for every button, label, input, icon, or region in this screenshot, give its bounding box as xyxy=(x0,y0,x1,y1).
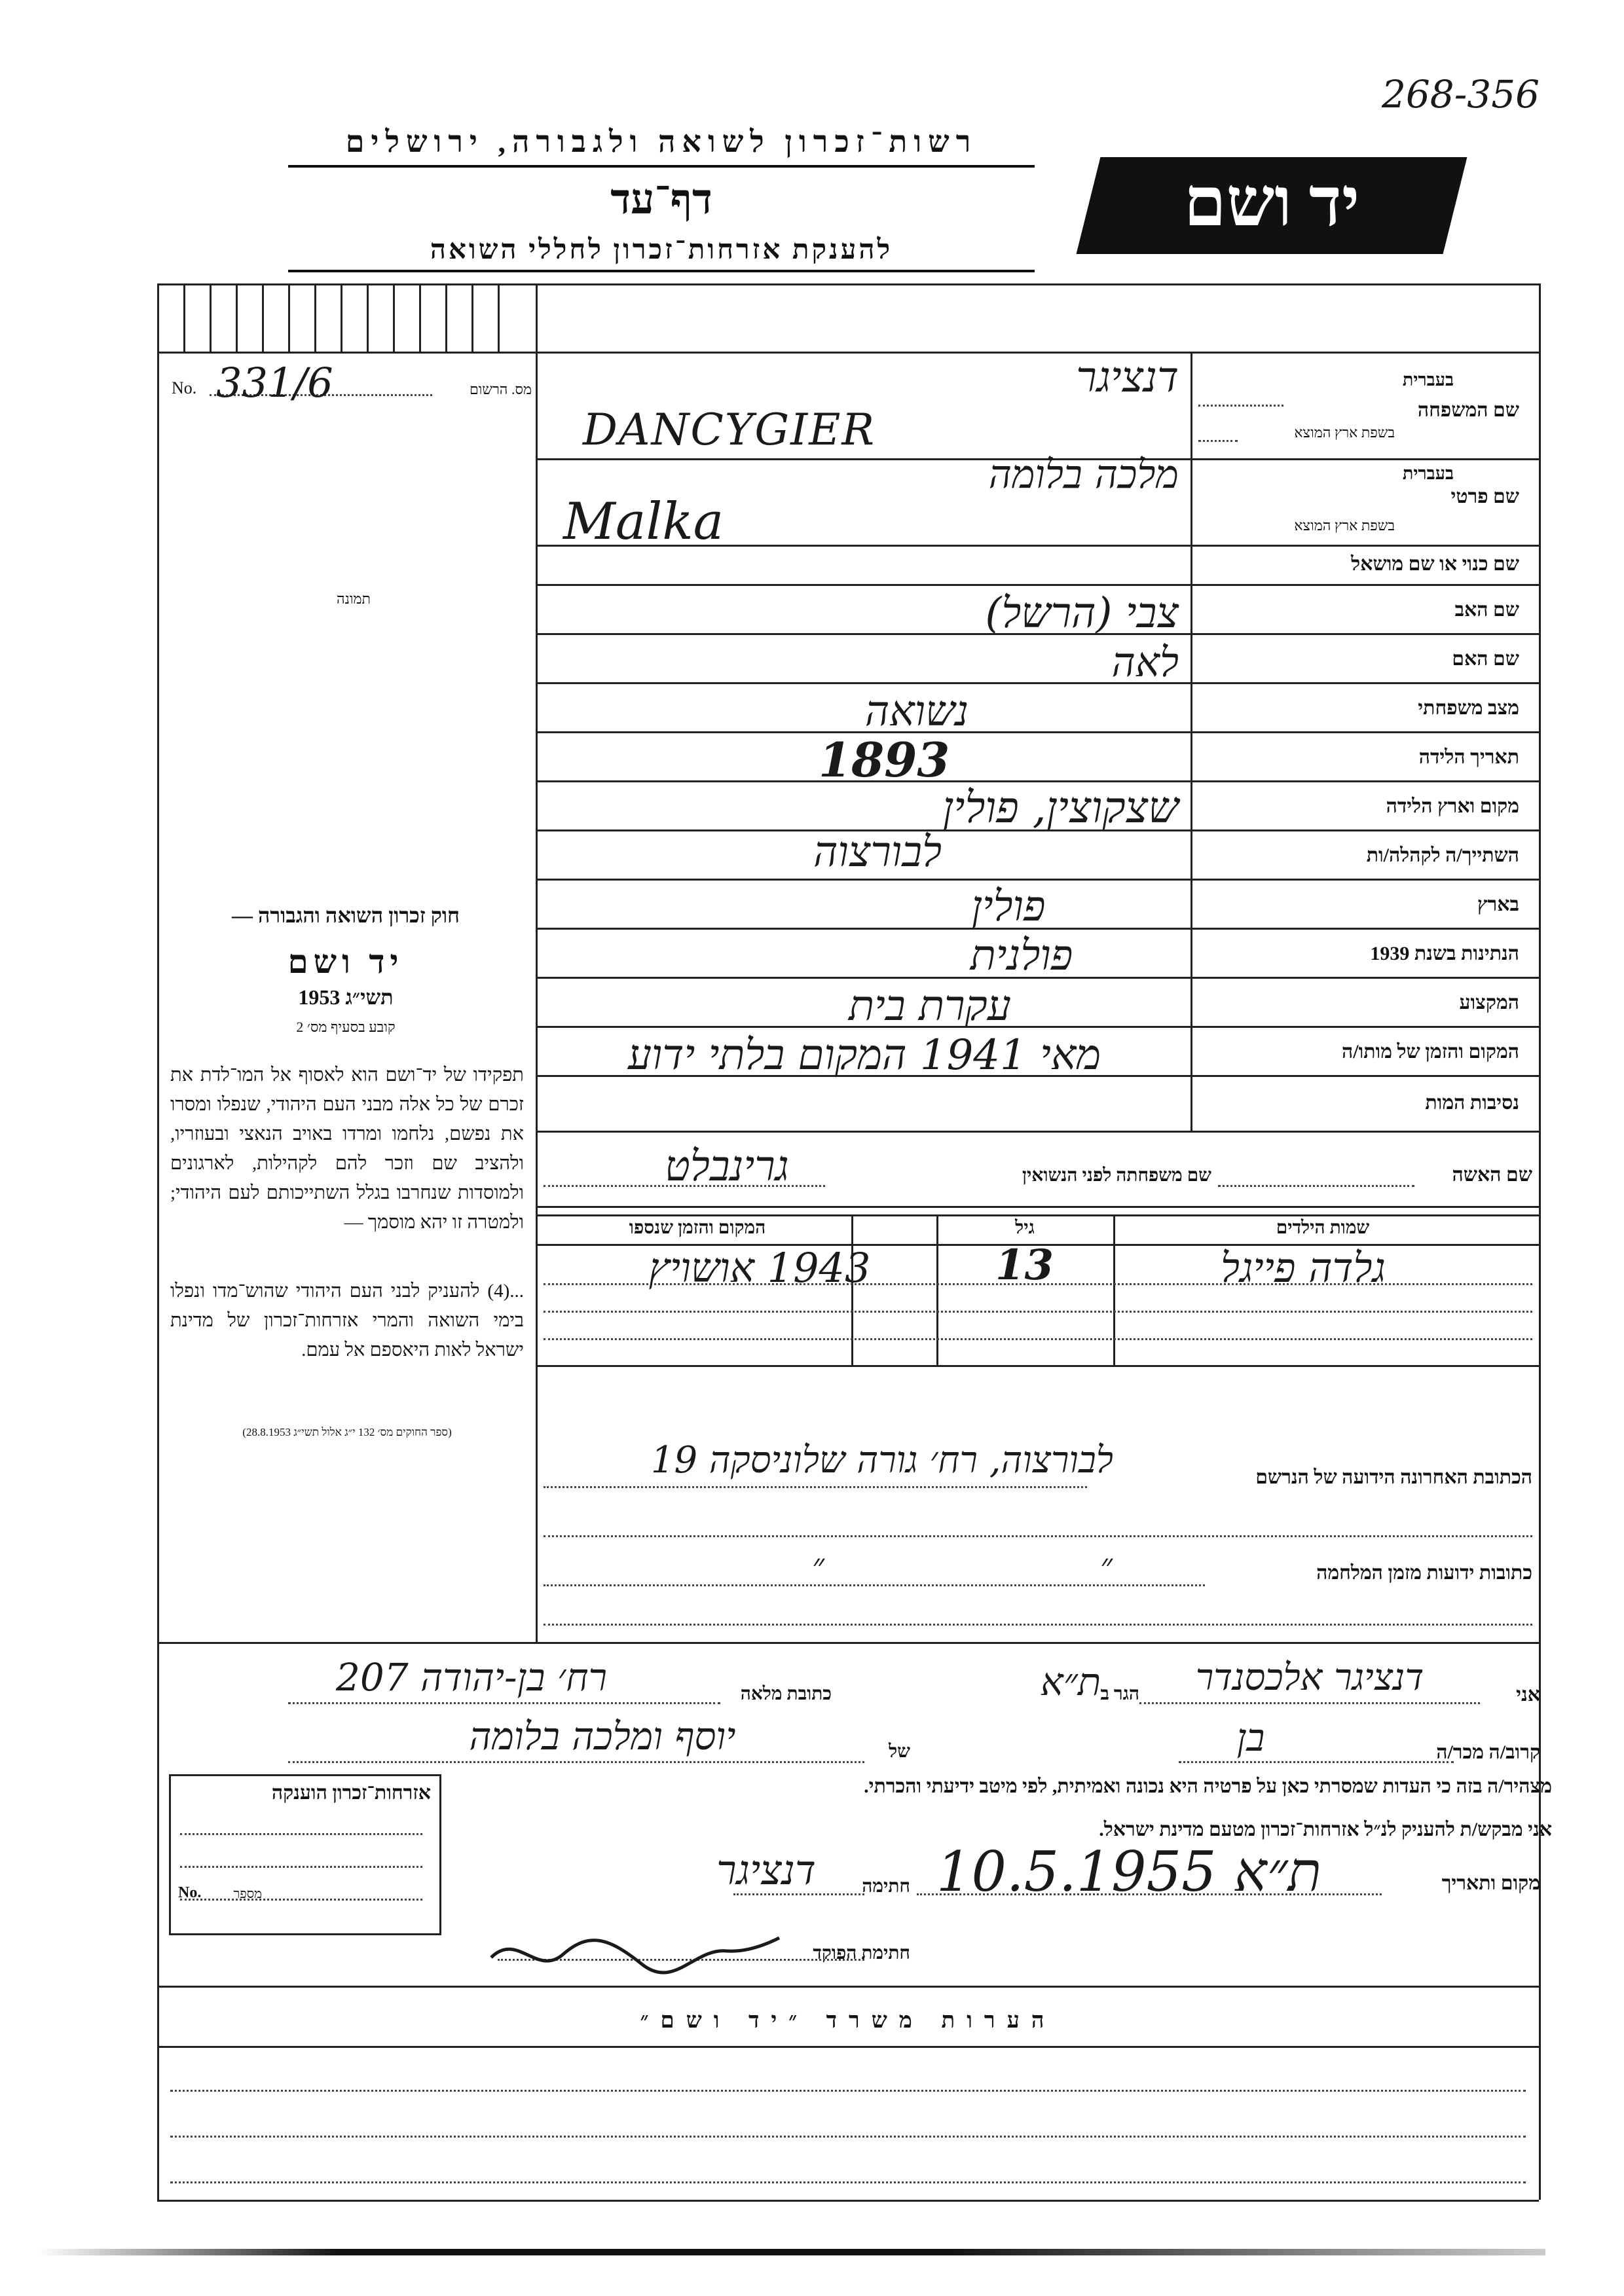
mother-label: שם האם xyxy=(1452,648,1519,670)
death-cause-label: נסיבות המות xyxy=(1425,1092,1519,1114)
scan-edge xyxy=(39,2249,1545,2255)
form-title: דף־עד xyxy=(610,176,712,223)
family-hebrew-label: בעברית xyxy=(1402,370,1454,390)
logo-text: יד ושם xyxy=(1183,165,1360,240)
registration-number: 331/6 xyxy=(216,359,333,407)
resides-label: הגר ב xyxy=(1100,1684,1139,1704)
resides-value: ת״א xyxy=(1040,1660,1101,1704)
reg-number-label: מס. הרשום xyxy=(470,381,532,397)
photo-label: תמונה xyxy=(337,591,371,607)
law-year: תשי״ג 1953 xyxy=(298,985,394,1009)
officer-signature xyxy=(478,1918,786,1990)
full-address-value: רח׳ בן-יהודה 207 xyxy=(335,1655,608,1700)
birth-date-label: תאריך הלידה xyxy=(1418,746,1519,768)
form-subtitle: להענקת אזרחות־זכרון לחללי השואה xyxy=(430,235,893,265)
family-origin-label: בשפת ארץ המוצא xyxy=(1294,424,1395,441)
marital-label: מצב משפחתי xyxy=(1418,697,1519,719)
nickname-label: שם כנוי או שם מושאל xyxy=(1351,553,1519,575)
authority-title: רשות־זכרון לשואה ולגבורה, ירושלים xyxy=(345,125,978,158)
first-name-label: שם פרטי xyxy=(1450,486,1519,507)
officer-label: חתימת הפוקד xyxy=(813,1943,910,1963)
child-age: 13 xyxy=(995,1241,1054,1290)
last-address-value: לבורצוה, רח׳ גורה שלוניסקה 19 xyxy=(650,1439,1113,1482)
memorial-box-title: אזרחות־זכרון הוענקה xyxy=(271,1782,431,1804)
declarant-name: דנציגר אלכסנדר xyxy=(1195,1656,1424,1699)
citizenship-label: הנתינות בשנת 1939 xyxy=(1370,943,1519,964)
law-title: חוק זכרון השואה והגבורה — xyxy=(232,903,460,927)
ditto-mark-1: ״ xyxy=(812,1546,824,1584)
death-label: המקום והזמן של מותו/ה xyxy=(1341,1041,1519,1063)
first-name-latin: Malka xyxy=(563,492,724,551)
country-value: פולין xyxy=(971,883,1046,931)
memorial-box-no-label: No. xyxy=(178,1884,202,1901)
citizenship-value: פולנית xyxy=(970,932,1073,980)
profession-label: המקצוע xyxy=(1459,992,1519,1013)
of-value: יוסף ומלכה בלומה xyxy=(469,1714,736,1758)
child-place-time: 1943 אושויץ xyxy=(648,1244,871,1292)
community-value: לבורצוה xyxy=(813,828,942,877)
last-address-label: הכתובת האחרונה הידועה של הנרשם xyxy=(1255,1467,1532,1488)
relation-label: קרוב/ה מכר/ה xyxy=(1436,1741,1540,1763)
child-name: גלדה פייגל xyxy=(1221,1244,1386,1292)
law-text-1: תפקידו של יד־ושם הוא לאסוף אל המו־לדת את זכרם של כל אלה מבני העם היהודי, שנפלו ומסרו את נפשם, נלחמו ומרדו באויב הנאצי ובעוזריו, ולהציב שם וזכר להם לקהילות, לארגונים ולמוסדות שנחרבו בגלל השתייכותם לעם היהודי; ולמטרה זו יהא מוסמך — xyxy=(170,1065,524,1233)
wartime-address-label: כתובות ידועות מזמן המלחמה xyxy=(1316,1562,1532,1584)
family-name-label: שם המשפחה xyxy=(1417,399,1519,421)
first-origin-label: בשפת ארץ המוצא xyxy=(1294,517,1395,534)
signature-label: חתימה xyxy=(862,1876,910,1897)
place-date-value: ת״א 10.5.1955 xyxy=(936,1840,1321,1904)
mother-value: לאה xyxy=(1111,638,1179,686)
children-age-header: גיל xyxy=(1015,1218,1035,1238)
place-date-label: מקום ותאריך xyxy=(1441,1872,1540,1894)
full-address-label: כתובת מלאה xyxy=(740,1684,832,1704)
children-place-header: המקום והזמן שנספו xyxy=(629,1218,766,1238)
law-name: יד ושם xyxy=(287,943,404,980)
declare-text: מצהיר/ה בזה כי העדות שמסרתי כאן על פרטיה היא נכונה ואמיתית, לפי מיטב ידיעתי והכרתי. xyxy=(864,1776,1552,1797)
memorial-box-number-label: מספר xyxy=(233,1887,262,1901)
relation-value: בן xyxy=(1236,1715,1265,1760)
declarant-i-label: אני xyxy=(1516,1684,1540,1705)
father-label: שם האב xyxy=(1454,599,1519,621)
signature-value: דנציגר xyxy=(716,1846,816,1894)
family-name-hebrew: דנציגר xyxy=(1076,354,1179,402)
ditto-mark-2: ״ xyxy=(1100,1546,1113,1584)
children-names-header: שמות הילדים xyxy=(1276,1218,1370,1238)
request-text: אני מבקש/ת להעניק לנ״ל אזרחות־זכרון מטעם מדינת ישראל. xyxy=(1099,1819,1552,1840)
birth-date-value: 1893 xyxy=(819,732,950,788)
first-hebrew-label: בעברית xyxy=(1402,464,1454,483)
maiden-name-label: שם משפחתה לפני הנשואין xyxy=(1022,1165,1211,1186)
reg-no-label: No. xyxy=(172,378,197,397)
community-label: השתייך/ה לקהלה/ות xyxy=(1366,845,1519,866)
wife-label: שם האשה xyxy=(1452,1164,1532,1186)
marital-value: נשואה xyxy=(864,687,969,736)
birth-place-value: שצקוצין, פולין xyxy=(942,782,1179,833)
office-notes-title: הערות משרד ״יד ושם״ xyxy=(640,2009,1056,2033)
first-name-hebrew: מלכה בלומה xyxy=(988,452,1179,498)
father-value: צבי (הרשל) xyxy=(985,589,1179,638)
birth-place-label: מקום וארץ הלידה xyxy=(1386,795,1519,817)
country-label: בארץ xyxy=(1477,894,1519,915)
of-label: של xyxy=(889,1741,910,1762)
family-name-latin: DANCYGIER xyxy=(583,405,876,455)
archive-number: 268-356 xyxy=(1382,72,1540,117)
death-value: מאי 1941 המקום בלתי ידוע xyxy=(627,1031,1101,1080)
law-footnote: (ספר החוקים מס׳ 132 י״ג אלול תשי״ג 28.8.1953) xyxy=(242,1426,452,1438)
law-clause: קובע בסעיף מס׳ 2 xyxy=(296,1019,396,1035)
law-text-2: ...(4) להעניק לבני העם היהודי שהוש־מדו ונפלו בימי השואה והמרי אזרחות־זכרון של מדינת ישראל לאות היאספם אל עמם. xyxy=(170,1281,524,1360)
maiden-name-value: גרינבלט xyxy=(665,1142,789,1191)
profession-value: עקרת בית xyxy=(849,982,1011,1030)
